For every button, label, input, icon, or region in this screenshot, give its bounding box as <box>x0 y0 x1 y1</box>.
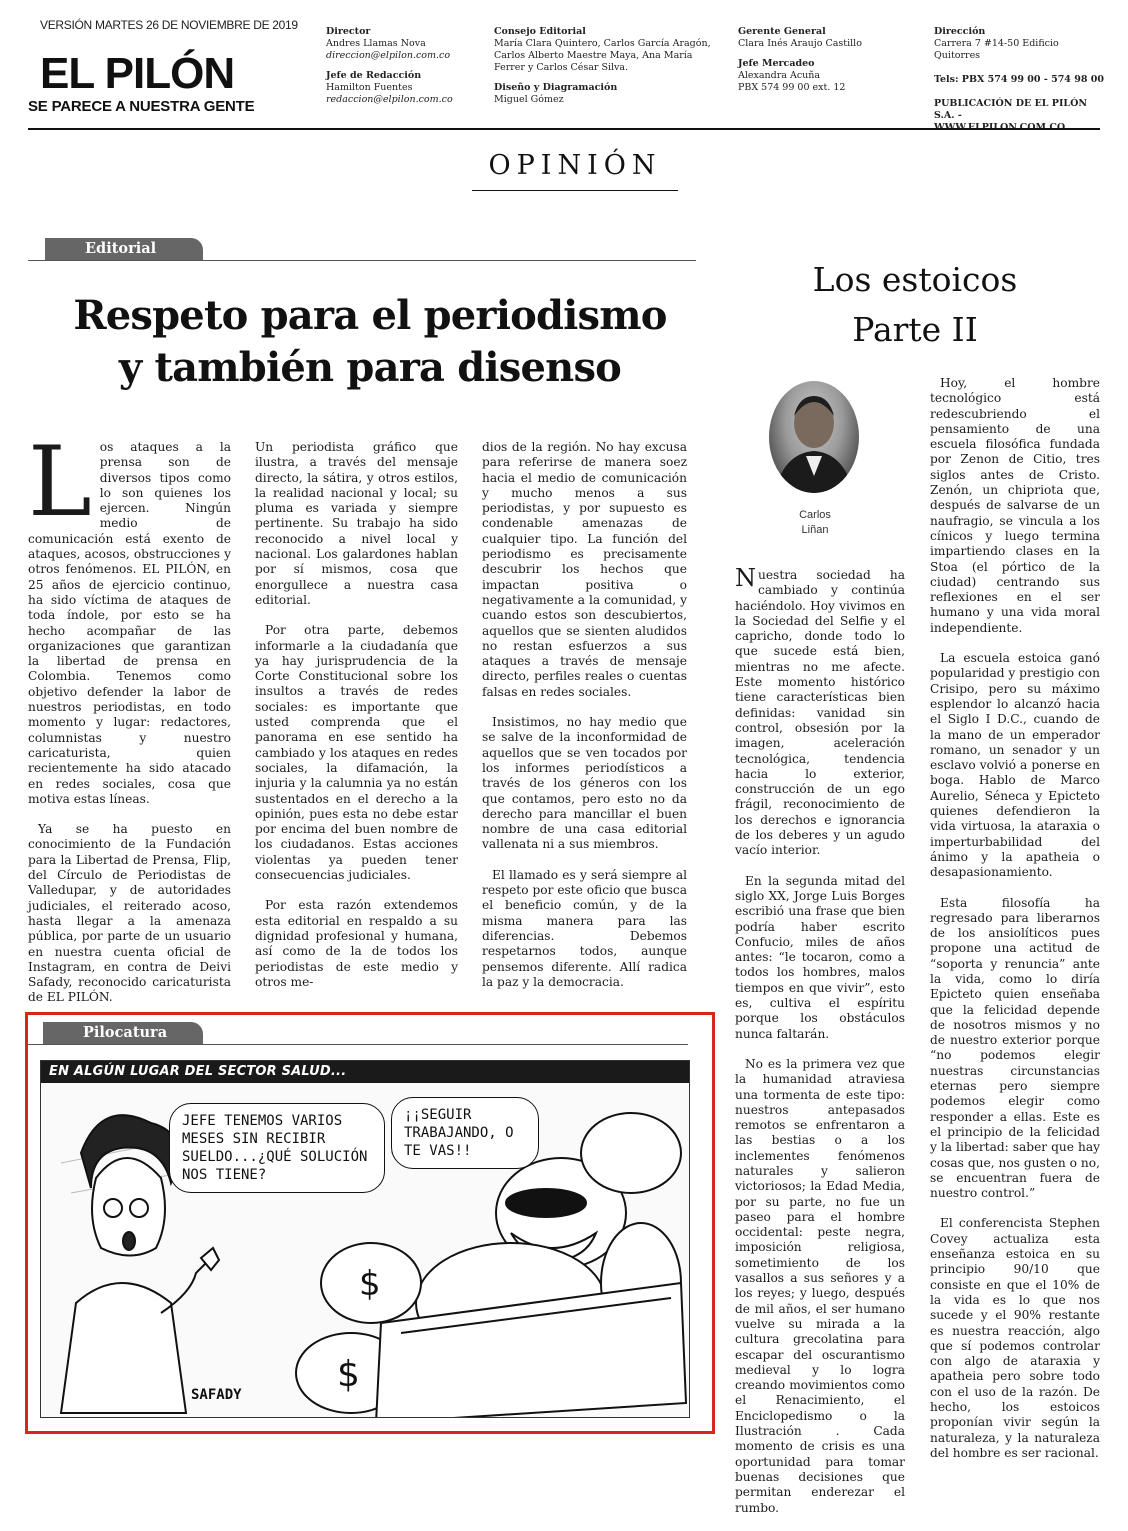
editorial-column-1 <box>28 426 231 1021</box>
headline-line2: y también para disenso <box>118 344 622 391</box>
cartoon-illustration <box>40 1060 690 1418</box>
column-title-line1: Los estoicos <box>812 260 1018 299</box>
cartoonist-signature: SAFADY <box>191 1387 242 1403</box>
column-title <box>760 255 1070 355</box>
cartoon-banner-text: EN ALGÚN LUGAR DEL SECTOR SALUD... <box>49 1064 347 1079</box>
diseno-name: Miguel Gómez <box>494 94 564 105</box>
jefe-redaccion-name: Hamilton Fuentes <box>326 82 413 93</box>
editorial-col2-p2: Por otra parte, debemos informarle a la ciudadanía que ya hay jurisprudencia de la Corte Constitucional sobre los insultos a través de redes sociales: es importante que usted comprenda que el panorama en ese sentido ha cambiado y los ataques en redes sociales, la difamación, la injuria y la calumnia ya no están sustentados en el derecho a la opinión, pues esta no debe estar por encima del buen nombre de los ciudadanos. Estas acciones violentas ya pueden tener consecuencias judiciales. <box>255 623 458 883</box>
publicacion-line2[interactable]: WWW.ELPILON.COM.CO <box>934 122 1066 133</box>
newspaper-logo: EL PILÓN <box>40 49 235 98</box>
svg-text:$: $ <box>337 1354 360 1395</box>
author-photo <box>769 381 859 493</box>
headline-line1: Respeto para el periodismo <box>73 292 667 339</box>
section-underline <box>472 190 678 191</box>
column-title-line2: Parte II <box>852 310 978 349</box>
direccion-label: Dirección <box>934 26 986 37</box>
editorial-col3-p1: dios de la región. No hay excusa para referirse de manera soez hacia el medio de comunicación y mucho menos a sus periodistas, y por supuesto es condenable amenazas de cualquier tipo. La función del periodismo es precisamente descubrir los hechos que impactan positiva o negativamente a la comunidad, y cuando estos son descubiertos, aquellos que se sienten aludidos no restan esfuerzos a sus ataques a través de mensaje directo, perfiles reales o cuentas falsas en redes sociales. <box>482 440 687 699</box>
column-c2-p4: El conferencista Stephen Covey actualiza esta enseñanza estoica en su principio 90/10 que consiste en que el 10% de la vida es lo que nos sucede y el 90% restante es nuestra reacción, algo que sí podemos controlar con algo de ataraxia y apatheia pero sobre todo con el uso de la razón. De hecho, los estoicos proponían vivir según la naturaleza, y la naturaleza del hombre es ser racional. <box>930 1216 1100 1460</box>
editorial-col2-p1: Un periodista gráfico que ilustra, a través del mensaje directo, la sátira, y otros estilos, la realidad nacional y local; su pluma es variada y siempre pertinente. Su trabajo ha sido reconocido a nivel local y nacional. Los galardones hablan por sí mismos, cosa que enorgullece a nuestra casa editorial. <box>255 440 458 607</box>
author-last-name: Liñan <box>801 524 829 536</box>
column-body-2 <box>930 376 1100 1476</box>
cartoon-tab: Pilocatura <box>43 1022 203 1044</box>
consejo-line2: Carlos Alberto Maestre Maya, Ana María <box>494 50 693 61</box>
jefe-redaccion-label: Jefe de Redacción <box>326 70 422 81</box>
director-email[interactable]: direccion@elpilon.com.co <box>326 50 451 61</box>
tels: Tels: PBX 574 99 00 - 574 98 00 <box>934 74 1104 85</box>
editorial-col3-p3: El llamado es y será siempre al respeto por este oficio que busca el beneficio común, y de la misma manera para las diferencias. Debemos respetarnos todos, aunque pensemos diferente. Allí radica la paz y la democracia. <box>482 867 687 989</box>
author-name <box>769 508 861 538</box>
director-name: Andres Llamas Nova <box>326 38 426 49</box>
author-first-name: Carlos <box>799 509 831 521</box>
editorial-col1-p1: os ataques a la prensa son de diversos tipos como lo son quienes los ejercen. Ningún medio de comunicación está exento de ataques, acosos, obstrucciones y otros fenómenos. EL PILÓN, en 25 años de ejercicio continuo, ha sido víctima de ataques de toda índole, por esto se ha hecho acompañar de las organizaciones que garantizan la libertad de prensa en Colombia. Tenemos como objetivo defender la labor de nuestros periodistas, en todo momento y lugar: redactores, columnistas y nuestro caricaturista, quien recientemente ha sido atacado en redes sociales, cosa que motiva estas líneas. <box>28 440 231 806</box>
publicacion-line1: PUBLICACIÓN DE EL PILÓN S.A. - <box>934 98 1088 121</box>
editorial-col1-p2: Ya se ha puesto en conocimiento de la Fundación para la Libertad de Prensa, Flip, del Círculo de Periodistas de Valledupar, y de autoridades judiciales, el reiterado acoso, hasta llegar a la amenaza pública, por parte de un usuario en nuestra cuenta oficial de Instagram, en contra de Deivi Safady, reconocido caricaturista de EL PILÓN. <box>28 822 231 1005</box>
diseno-label: Diseño y Diagramación <box>494 82 618 93</box>
editorial-column-2 <box>255 440 458 1005</box>
mercadeo-name: Alexandra Acuña <box>738 70 821 81</box>
column-c2-p2: La escuela estoica ganó popularidad y prestigio con Crisipo, pero su máximo esplendor lo alcanzó hacia el Siglo I D.C., cuando de la mano de un emperador romano, un senador y un esclavo volvió a ponerse en boga. Hablo de Marco Aurelio, Séneca y Epicteto quienes defendieron la vida virtuosa, la ataraxia o imperturbabilidad del ánimo y la apatheia o desapasionamiento. <box>930 651 1100 880</box>
gerente-label: Gerente General <box>738 26 826 37</box>
column-c1-p2: En la segunda mitad del siglo XX, Jorge Luis Borges escribió una frase que bien podría haber escrito Confucio, miles de años antes: “le tocaron, como a todos los hombres, malos tiempos en que vivir”, esto es, cultiva el espíritu porque los obstáculos nunca faltarán. <box>735 873 905 1041</box>
newspaper-slogan: SE PARECE A NUESTRA GENTE <box>28 98 255 115</box>
mercadeo-label: Jefe Mercadeo <box>738 58 815 69</box>
edition-date: VERSIÓN MARTES 26 DE NOVIEMBRE DE 2019 <box>40 18 298 32</box>
author-avatar <box>769 381 859 493</box>
masthead-divider <box>28 128 1100 130</box>
editorial-column-3 <box>482 440 687 1005</box>
column-c1-p1: uestra sociedad ha cambiado y continúa haciéndolo. Hoy vivimos en la Sociedad del Selfie y el capricho, donde todo lo que sucede está bien, mientras no me afecte. Este momento histórico tiene características bien definidas: vanidad sin control, obsesión por la imagen, aceleración tecnológica, tendencia hacia lo exterior, construcción de un ego frágil, reconocimiento de los derechos e ignorancia de los deberes y un agudo vacío interior. <box>735 568 905 858</box>
editorial-rule <box>28 260 696 261</box>
section-title: OPINIÓN <box>488 150 662 181</box>
editorial-headline <box>40 290 700 394</box>
column-dropcap: N <box>735 564 756 592</box>
consejo-line3: Ferrer y Carlos César Silva. <box>494 62 629 73</box>
column-c1-p3: No es la primera vez que la humanidad atraviesa una tormenta de este tipo: nuestros antepasados remotos se enfrentaron a las bestias o a los inclementes fenómenos naturales y salieron victoriosos; la Edad Media, por su parte, no fue un paseo para el hombre occidental: peste negra, imposición religiosa, sometimiento de los vasallos a sus señores y a los reyes; y luego, después de mil años, el ser humano vuelve su mirada a la cultura grecolatina para escapar del oscurantismo medieval y lo logra creando movimientos como el Renacimiento, el Enciclopedismo o la Ilustración . Cada momento de crisis es una oportunidad para tomar buenas decisiones que permitan enderezar el rumbo. <box>735 1056 905 1515</box>
speech-bubble-boss: ¡¡SEGUIR TRABAJANDO, O TE VAS!! <box>391 1097 539 1169</box>
column-c2-p1: Hoy, el hombre tecnológico está redescubriendo el pensamiento de una escuela filosófica fundada por Zenon de Citio, tres siglos antes de Cristo. Zenón, un chipriota que, después de salvarse de un naufragio, se vincula a los cínicos y luego termina impartiendo clases en la Stoa (el pórtico de la ciudad) centrando sus reflexiones en el ser humano y una vida moral independiente. <box>930 376 1100 635</box>
consejo-line1: María Clara Quintero, Carlos García Aragón, <box>494 38 711 49</box>
consejo-label: Consejo Editorial <box>494 26 586 37</box>
column-body-1 <box>735 564 905 1531</box>
editorial-col3-p2: Insistimos, no hay medio que se salve de la inconformidad de aquellos que se ven tocados por los informes periodísticos a través de los géneros con los que contamos, pero esto no da derecho para mancillar el buen nombre de una casa editorial vallenata ni a sus miembros. <box>482 715 687 852</box>
staff-direccion <box>934 26 1104 134</box>
cartoon-rule <box>28 1044 688 1045</box>
direccion-value: Carrera 7 #14-50 Edificio Quitorres <box>934 38 1059 61</box>
editorial-tab: Editorial <box>45 238 203 260</box>
staff-consejo <box>494 26 724 106</box>
editorial-col2-p3: Por esta razón extendemos esta editorial en respaldo a su dignidad profesional y humana, así como de la de todos los periodistas de este medio y otros me- <box>255 898 458 989</box>
column-c2-p3: Esta filosofía ha regresado para liberarnos de los ansiolíticos pues propone una actitud de “soporta y renuncia” ante la vida, como lo diría Epicteto quien enseñaba que la felicidad depende de nosotros mismos y no de nuestro exterior porque “no podemos elegir nuestras circunstancias eternas pero siempre podemos elegir como responder a ellas. Este es el principio de la felicidad y la libertad: saber que hay cosas que, nos gusten o no, se encuentran fuera de nuestro control.” <box>930 895 1100 1201</box>
gerente-name: Clara Inés Araujo Castillo <box>738 38 862 49</box>
mercadeo-phone: PBX 574 99 00 ext. 12 <box>738 82 846 93</box>
staff-director <box>326 26 486 106</box>
cartoon-banner <box>41 1061 689 1083</box>
editorial-dropcap: L <box>28 426 92 538</box>
jefe-redaccion-email[interactable]: redaccion@elpilon.com.co <box>326 94 453 105</box>
staff-gerencia <box>738 26 918 94</box>
speech-bubble-nurse: JEFE TENEMOS VARIOS MESES SIN RECIBIR SUELDO...¿QUÉ SOLUCIÓN NOS TIENE? <box>169 1103 385 1193</box>
svg-text:$: $ <box>359 1264 381 1304</box>
director-label: Director <box>326 26 371 37</box>
